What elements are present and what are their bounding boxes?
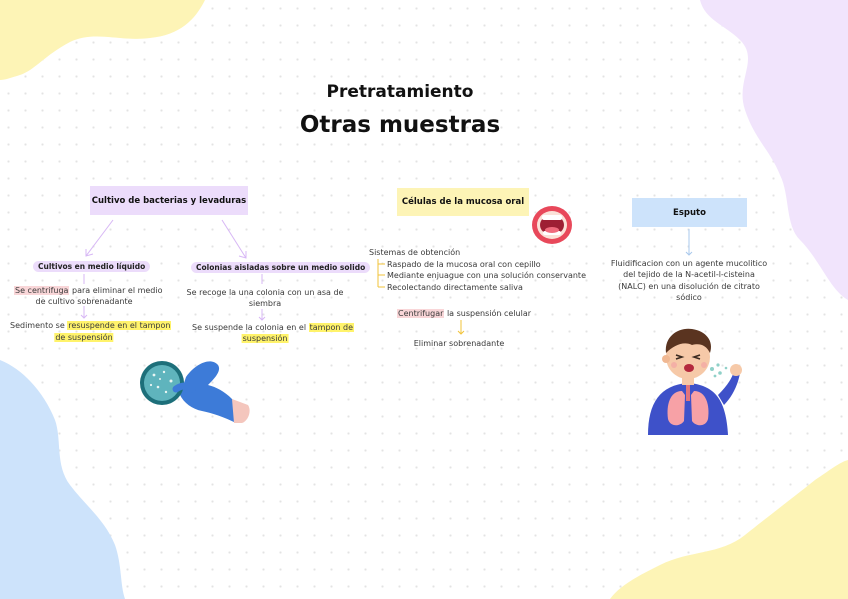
esputo-line-1: Fluidificacion con un agente mucolitico — [610, 259, 768, 268]
centrifugar-highlight: Centrifugar — [398, 309, 444, 318]
liquid-step1-text: para eliminar el medio — [72, 286, 163, 295]
esputo-header-box — [632, 198, 747, 227]
pretratamiento-title: Pretratamiento — [326, 82, 474, 102]
solid-step2-highlight2: suspensión — [242, 334, 288, 343]
liquid-step2-highlight2: de suspensión — [55, 333, 113, 342]
solid-step1-line1: Se recoge la una colonia con un asa de — [186, 288, 344, 297]
open-mouth-icon — [530, 203, 574, 247]
eliminar-step: Eliminar sobrenadante — [413, 339, 505, 348]
esputo-line-3: (NALC) en una disolución de citrato — [618, 282, 760, 291]
system-item-3: Recolectando directamente saliva — [387, 283, 523, 292]
cultivo-header-box — [90, 186, 248, 215]
coughing-boy-icon — [640, 323, 750, 438]
liquid-step2-line2 — [54, 332, 113, 343]
systems-label: Sistemas de obtención — [369, 248, 461, 257]
liquid-step1-line2: de cultivo sobrenadante — [35, 297, 133, 306]
liquid-culture-label: Cultivos en medio líquido — [33, 261, 150, 272]
solid-step2-pre: Se suspende la colonia en el — [192, 323, 307, 332]
solid-step2-highlight: tampon de — [309, 323, 354, 332]
solid-step2 — [192, 322, 354, 333]
system-item-1: Raspado de la mucosa oral con cepillo — [387, 260, 541, 269]
solid-step2-line2 — [242, 333, 289, 344]
liquid-step2 — [10, 320, 171, 331]
centrifugar-step — [397, 308, 531, 319]
solid-culture-label: Colonias aisladas sobre un medio solido — [191, 262, 370, 273]
liquid-step1 — [14, 285, 163, 296]
esputo-header: Esputo — [673, 207, 706, 218]
centrifugar-text: la suspensión celular — [446, 309, 532, 318]
liquid-step2-highlight: resuspende en el tampon — [68, 321, 171, 330]
gloved-hand-petri-dish-icon — [136, 355, 251, 427]
esputo-line-2: del tejido de la N-acetil-l-cisteina — [623, 270, 755, 279]
cultivo-header: Cultivo de bacterias y levaduras — [91, 195, 247, 206]
liquid-step2-pre: Sedimento se — [10, 321, 65, 330]
mucosa-header-box — [397, 188, 529, 216]
esputo-line-4: sódico — [676, 293, 702, 302]
page-title: Otras muestras — [299, 112, 501, 138]
mucosa-header: Células de la mucosa oral — [401, 197, 525, 207]
system-item-2: Mediante enjuague con una solución conservante — [387, 271, 586, 280]
solid-step1-line2: siembra — [248, 299, 282, 308]
liquid-step1-highlight: Se centrifuga — [15, 286, 69, 295]
